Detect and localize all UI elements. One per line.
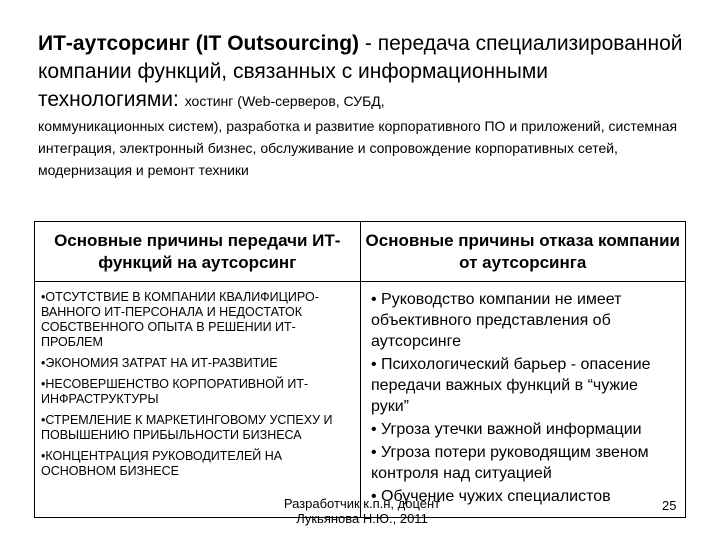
list-item: •ЭКОНОМИЯ ЗАТРАТ НА ИТ-РАЗВИТИЕ: [41, 356, 278, 370]
intro-definition-lead: - передача специализированной компании функций, связанных с информационными технологиями:: [38, 32, 683, 111]
list-item: •КОНЦЕНТРАЦИЯ РУКОВОДИТЕЛЕЙ НА ОСНОВНОМ БИЗНЕСЕ: [41, 449, 283, 478]
table-body-row: [35, 282, 685, 517]
intro-definition-rest: коммуникационных систем), разработка и развитие корпоративного ПО и приложений, системная интеграция, электронный бизнес, обслуживание и сопровождение корпоративных сетей, модернизация и ремонт техники: [38, 118, 678, 178]
list-item: • Психологический барьер - опасение передачи важных функций в “чужие руки”: [371, 356, 651, 415]
list-item: • Угроза утечки важной информации: [371, 421, 642, 438]
header-reasons-against-outsourcing: Основные причины отказа компании от аутсорсинга: [365, 230, 680, 272]
footer-author: Разработчик к.п.н, доцент Лукьянова Н.Ю., 2011: [283, 496, 441, 526]
list-item: • Руководство компании не имеет объективного представления об аутсорсинге: [371, 291, 622, 350]
reasons-against-list: [361, 282, 685, 517]
comparison-table: [34, 221, 686, 518]
list-item: • Обучение чужих специалистов: [371, 488, 611, 505]
intro-title: [38, 30, 688, 115]
list-item: •НЕСОВЕРШЕНСТВО КОРПОРАТИВНОЙ ИТ-ИНФРАСТРУКТУРЫ: [41, 377, 309, 406]
intro-term: ИТ-аутсорсинг (IT Outsourcing): [38, 32, 360, 55]
page-number: 25: [662, 498, 677, 513]
table-header-row: [35, 222, 685, 282]
list-item: •ОТСУТСТВИЕ В КОМПАНИИ КВАЛИФИЦИРО-ВАННОГО ИТ-ПЕРСОНАЛА И НЕДОСТАТОК СОБСТВЕННОГО ОПЫТА В РЕШЕНИИ ИТ-ПРОБЛЕМ: [41, 290, 319, 349]
header-reasons-for-outsourcing: Основные причины передачи ИТ-функций на аутсорсинг: [35, 222, 361, 281]
list-item: • Угроза потери руководящим звеном контроля над ситуацией: [371, 444, 649, 482]
reasons-for-list: [35, 282, 361, 517]
intro-definition-inline: хостинг (Web-серверов, СУБД,: [184, 93, 385, 109]
intro-block: [38, 30, 688, 181]
list-item: •СТРЕМЛЕНИЕ К МАРКЕТИНГОВОМУ УСПЕХУ И ПОВЫШЕНИЮ ПРИБЫЛЬНОСТИ БИЗНЕСА: [41, 413, 333, 442]
